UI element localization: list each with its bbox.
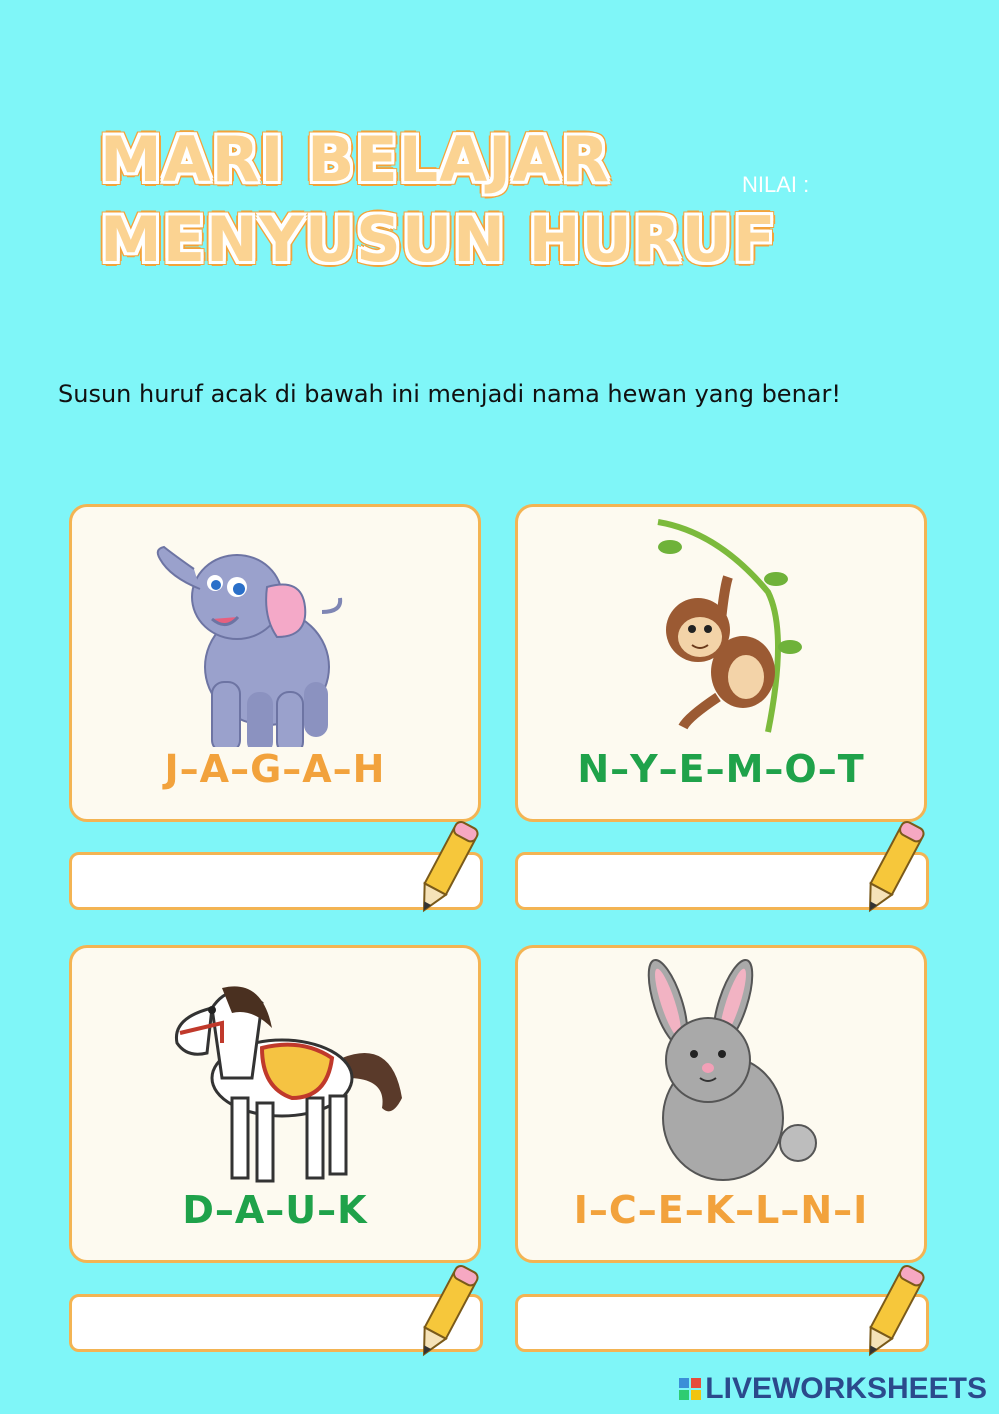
- rabbit-illustration: [518, 948, 930, 1188]
- pencil-icon: [851, 1256, 935, 1366]
- pencil-icon: [851, 812, 935, 922]
- card-elephant: [69, 504, 481, 822]
- scrambled-letters: N–Y–E–M–O–T: [577, 747, 865, 791]
- card-horse: [69, 945, 481, 1263]
- card-monkey: [515, 504, 927, 822]
- card-rabbit: [515, 945, 927, 1263]
- instruction-text: Susun huruf acak di bawah ini menjadi nama hewan yang benar!: [58, 380, 841, 408]
- monkey-illustration: [518, 507, 930, 747]
- scrambled-letters: I–C–E–K–L–N–I: [573, 1188, 869, 1232]
- scrambled-letters: J–A–G–A–H: [164, 747, 386, 791]
- brand-name: LIVEWORKSHEETS: [705, 1372, 987, 1405]
- scrambled-letters: D–A–U–K: [182, 1188, 368, 1232]
- liveworksheets-logo-icon: [679, 1378, 701, 1400]
- title-line-1: MARI BELAJAR: [100, 123, 610, 196]
- page-title: [100, 120, 776, 280]
- horse-illustration: [72, 948, 484, 1188]
- brand-footer: [679, 1372, 987, 1406]
- elephant-illustration: [72, 507, 484, 747]
- pencil-icon: [405, 812, 489, 922]
- score-label: NILAI :: [742, 172, 810, 197]
- pencil-icon: [405, 1256, 489, 1366]
- title-line-2: MENYUSUN HURUF: [100, 203, 777, 276]
